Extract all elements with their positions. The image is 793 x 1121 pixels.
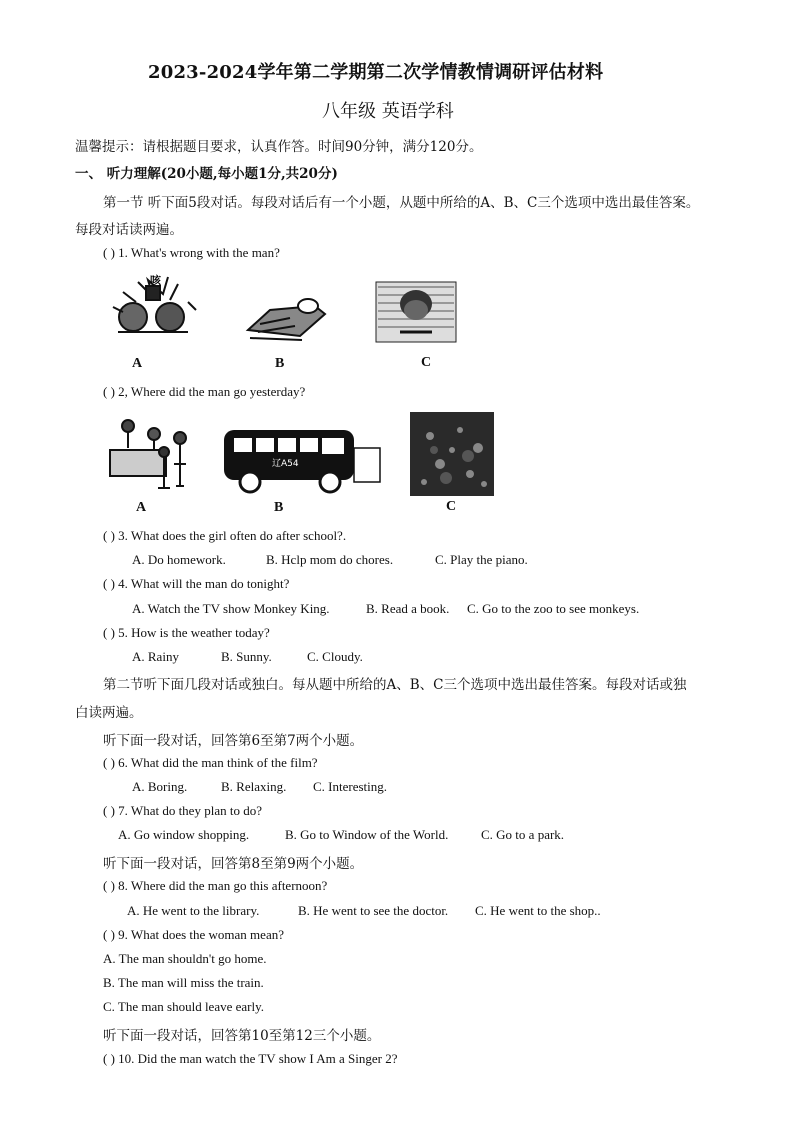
picture-2a-label: A — [136, 500, 147, 515]
picture-1c — [374, 280, 458, 346]
bus-plate: 辽A54 — [272, 459, 299, 469]
question-5-option-a: A. Rainy — [132, 649, 179, 664]
question-9-option-a: A. The man shouldn't go home. — [103, 951, 267, 966]
question-4-option-c: C. Go to the zoo to see monkeys. — [467, 601, 640, 616]
page-title: 2023-2024学年第二学期第二次学情教情调研评估材料 — [148, 62, 604, 83]
question-4-option-a: A. Watch the TV show Monkey King. — [132, 601, 330, 616]
question-6-option-a: A. Boring. — [132, 779, 188, 794]
question-7-option-c: C. Go to a park. — [481, 827, 565, 842]
group-6-7-heading: 听下面一段对话，回答第6至第7两个小题。 — [103, 733, 364, 749]
group-8-9-heading: 听下面一段对话，回答第8至第9两个小题。 — [103, 856, 364, 872]
question-5: ( ) 5. How is the weather today? — [103, 625, 270, 640]
question-3-option-b: B. Hclp mom do chores. — [266, 552, 394, 567]
question-3-option-a: A. Do homework. — [132, 552, 226, 567]
page-subtitle: 八年级 英语学科 — [322, 101, 454, 122]
question-9-option-c: C. The man should leave early. — [103, 999, 265, 1014]
question-10: ( ) 10. Did the man watch the TV show I Am a Singer 2? — [103, 1051, 398, 1066]
question-8-option-a: A. He went to the library. — [127, 903, 260, 918]
picture-1a — [108, 272, 198, 344]
question-9-option-b: B. The man will miss the train. — [103, 975, 264, 990]
picture-2a — [104, 414, 194, 496]
question-4-option-b: B. Read a book. — [366, 601, 450, 616]
picture-2b-label: B — [274, 500, 284, 515]
picture-2c — [410, 412, 494, 496]
question-8: ( ) 8. Where did the man go this afternoon? — [103, 878, 328, 893]
picture-1b — [240, 292, 330, 344]
question-3: ( ) 3. What does the girl often do after school?. — [103, 528, 347, 543]
question-7: ( ) 7. What do they plan to do? — [103, 803, 262, 818]
picture-2c-label: C — [446, 499, 457, 514]
question-7-option-b: B. Go to Window of the World. — [285, 827, 449, 842]
part1-intro-cont: 每段对话读两遍。 — [75, 222, 183, 238]
question-6: ( ) 6. What did the man think of the film? — [103, 755, 318, 770]
question-8-option-b: B. He went to see the doctor. — [298, 903, 449, 918]
picture-1a-label: A — [132, 356, 143, 371]
group-10-12-heading: 听下面一段对话，回答第10至第12三个小题。 — [103, 1028, 381, 1044]
question-1: ( ) 1. What's wrong with the man? — [103, 245, 280, 260]
part2-intro-cont: 白读两遍。 — [75, 705, 143, 721]
question-6-option-b: B. Relaxing. — [221, 779, 287, 794]
part2-intro: 第二节听下面几段对话或独白。每从题中所给的A、B、C三个选项中选出最佳答案。每段对话或独 — [103, 677, 687, 693]
tip-text: 温馨提示：请根据题目要求，认真作答。时间90分钟，满分120分。 — [75, 139, 483, 155]
question-7-option-a: A. Go window shopping. — [118, 827, 250, 842]
picture-2b — [222, 424, 382, 494]
question-5-option-b: B. Sunny. — [221, 649, 272, 664]
question-2: ( ) 2, Where did the man go yesterday? — [103, 384, 306, 399]
picture-1b-label: B — [275, 356, 285, 371]
part1-intro: 第一节 听下面5段对话。每段对话后有一个小题，从题中所给的A、B、C三个选项中选出最佳答案。 — [103, 195, 700, 211]
question-9: ( ) 9. What does the woman mean? — [103, 927, 284, 942]
svg-text:咳: 咳 — [150, 274, 161, 287]
question-3-option-c: C. Play the piano. — [435, 552, 528, 567]
question-5-option-c: C. Cloudy. — [307, 649, 363, 664]
question-8-option-c: C. He went to the shop.. — [475, 903, 601, 918]
question-4: ( ) 4. What will the man do tonight? — [103, 576, 290, 591]
section-heading: 一、 听力理解(20小题,每小题1分,共20分) — [75, 166, 338, 182]
question-6-option-c: C. Interesting. — [313, 779, 388, 794]
picture-1c-label: C — [421, 355, 432, 370]
